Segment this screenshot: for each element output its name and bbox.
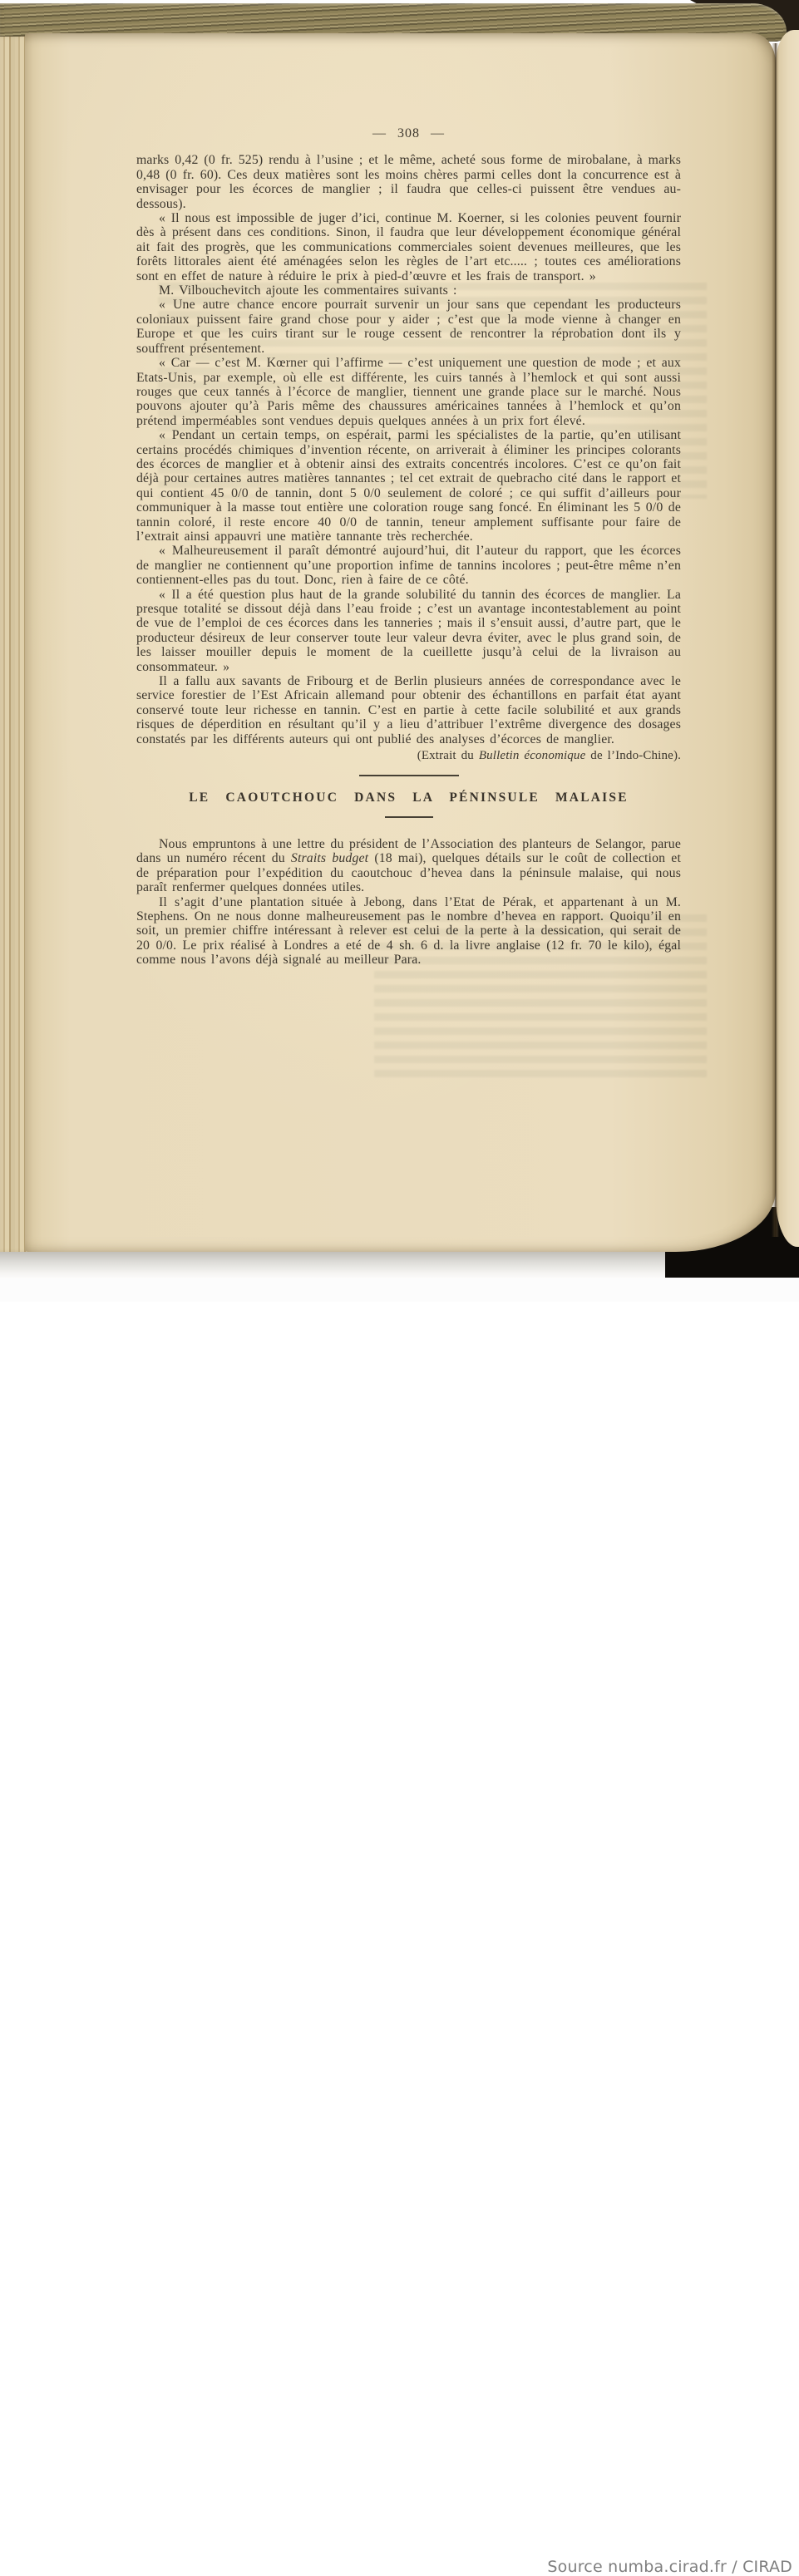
paragraph-text: (18 mai), quelques détails sur le coût de collection et de préparation pour l’expédition du caoutchouc d’hevea dans la péninsule malaise, qui nous paraît renfermer quelques données utiles. — [136, 851, 681, 895]
book-gutter-crease — [772, 43, 779, 1237]
body-paragraph: M. Vilbouchevitch ajoute les commentaires suivants : — [159, 283, 457, 298]
body-paragraph: Il a fallu aux savants de Fribourg et de Berlin plusieurs années de correspondance avec le service forestier de l’Est Africain allemand pour obtenir des échantillons en parfait état ayant conservé toute leur richesse en tannin. C’est en partie à cette facile solubilité et aux grands risques de déperdition en résultant qu’il y a lieu d’attribuer l’extrême divergence des dosages constatés par les différents auteurs qui ont publié des analyses d’écorces de manglier. — [136, 674, 681, 746]
body-paragraph: « Une autre chance encore pourrait survenir un jour sans que cependant les producteurs coloniaux puissent faire grand chose pour y aider ; c’est que la mode vienne à changer en Europe et que les cuirs tirant sur le rouge cessent de rencontrer la réprobation dont ils y souffrent présentement. — [136, 298, 681, 356]
paragraph-text: Nous empruntons à une lettre du président de l’Association des planteurs de Selangor, parue dans un numéro récent du — [136, 836, 681, 866]
journal-title-italic: Straits budget — [290, 851, 369, 866]
body-paragraph: « Il nous est impossible de juger d’ici, continue M. Koerner, si les colonies peuvent fournir dès à présent dans ces conditions. Sinon, il faudra que leur développement économique général ait fait des progrès, que les communications commerciales soient devenues meilleures, que les forêts littorales aient été aménagées selon les règles de l’art etc..... ; toutes ces améliorations sont en effet de nature à réduire le prix à pied-d’œuvre et les frais de transport. » — [136, 211, 681, 283]
attribution-text: (Extrait du — [417, 749, 479, 763]
heading-underline-rule — [385, 816, 433, 818]
printed-text-block — [136, 126, 681, 968]
section-divider-rule — [359, 775, 459, 776]
source-credit: Source numba.cirad.fr / CIRAD — [547, 2558, 792, 2576]
section-heading: LE CAOUTCHOUC DANS LA PÉNINSULE MALAISE — [189, 791, 629, 805]
scanner-shadow — [0, 1249, 665, 1278]
body-paragraph: marks 0,42 (0 fr. 525) rendu à l’usine ; et le même, acheté sous forme de mirobalane, à marks 0,48 (0 fr. 60). Ces deux matières sont les moins chères parmi celles dont la concurrence est à envisager pour les écorces de manglier ; il faudra que celles-ci puissent être vendues au-dessous). — [136, 153, 681, 211]
body-paragraph: « Malheureusement il paraît démontré aujourd’hui, dit l’auteur du rapport, que les écorces de manglier ne contiennent qu’une proportion infime de tannins incolores ; peut-être même n’en contiennent-elles pas du tout. Donc, rien à faire de ce côté. — [136, 544, 681, 588]
body-paragraph: « Il a été question plus haut de la grande solubilité du tannin des écorces de manglier. La presque totalité se dissout déjà dans l’eau froide ; c’est un avantage incontestablement au point de vue de l’emploi de ces écorces dans les tanneries ; mais il s’ensuit aussi, d’autre part, que le producteur désireux de leur conserver toute leur valeur devra éviter, avec le plus grand soin, de les laisser mouiller depuis le moment de la cueillette jusqu’à celui de la livraison au consommateur. » — [136, 587, 681, 674]
body-paragraph: « Car — c’est M. Kœrner qui l’affirme — c’est uniquement une question de mode ; et aux Etats-Unis, par exemple, où elle est différente, les cuirs tannés à l’hemlock et qui sont aussi rouges que ceux tannés à l’écorce de manglier, tiennent une grande place sur le marché. Nous pouvons ajouter qu’à Paris même des chaussures américaines tannées à l’hemlock et qu’on prétend imperméables sont vendues depuis quelques années à un prix fort élevé. — [136, 356, 681, 428]
source-attribution-line — [136, 749, 681, 763]
scanner-footer-strip — [0, 1278, 799, 2576]
page-number: — 308 — — [372, 126, 445, 140]
body-paragraph: « Pendant un certain temps, on espérait, parmi les spécialistes de la partie, qu’en utilisant certains procédés chimiques d’invention récente, on arriverait à éliminer les principes colorants des écorces de manglier et à obtenir ainsi des extraits concentrés incolores. C’est ce qu’on fait déjà pour certaines autres matières tannantes ; tel cet extrait de quebracho cité dans le rapport et qui contient 45 0/0 de tannin, dont 5 0/0 seulement de coloré ; ce qui suffit d’ailleurs pour communiquer à la masse tout entière une coloration rouge sang foncé. En éliminant les 5 0/0 de tannin coloré, il reste encore 40 0/0 de tannin, teneur amplement suffisante pour faire de l’extrait ainsi appauvri une matière tannante très recherchée. — [136, 428, 681, 544]
attribution-journal-title: Bulletin économique — [478, 749, 586, 763]
next-page-edge — [776, 30, 799, 1247]
body-paragraph — [136, 837, 681, 895]
body-paragraph: Il s’agit d’une plantation située à Jebong, dans l’Etat de Pérak, et appartenant à un M. Stephens. On ne nous donne malheureusement pas le nombre d’hevea en rapport. Quoiqu’il en soit, un premier chiffre intéressant à relever est celui de la perte à la dessication, qui serait de 20 0/0. Le prix réalisé à Londres a eté de 4 sh. 6 d. la livre anglaise (12 fr. 70 le kilo), égal comme nous l’avons déjà signalé au meilleur Para. — [136, 894, 681, 968]
attribution-text: de l’Indo-Chine). — [585, 749, 681, 763]
